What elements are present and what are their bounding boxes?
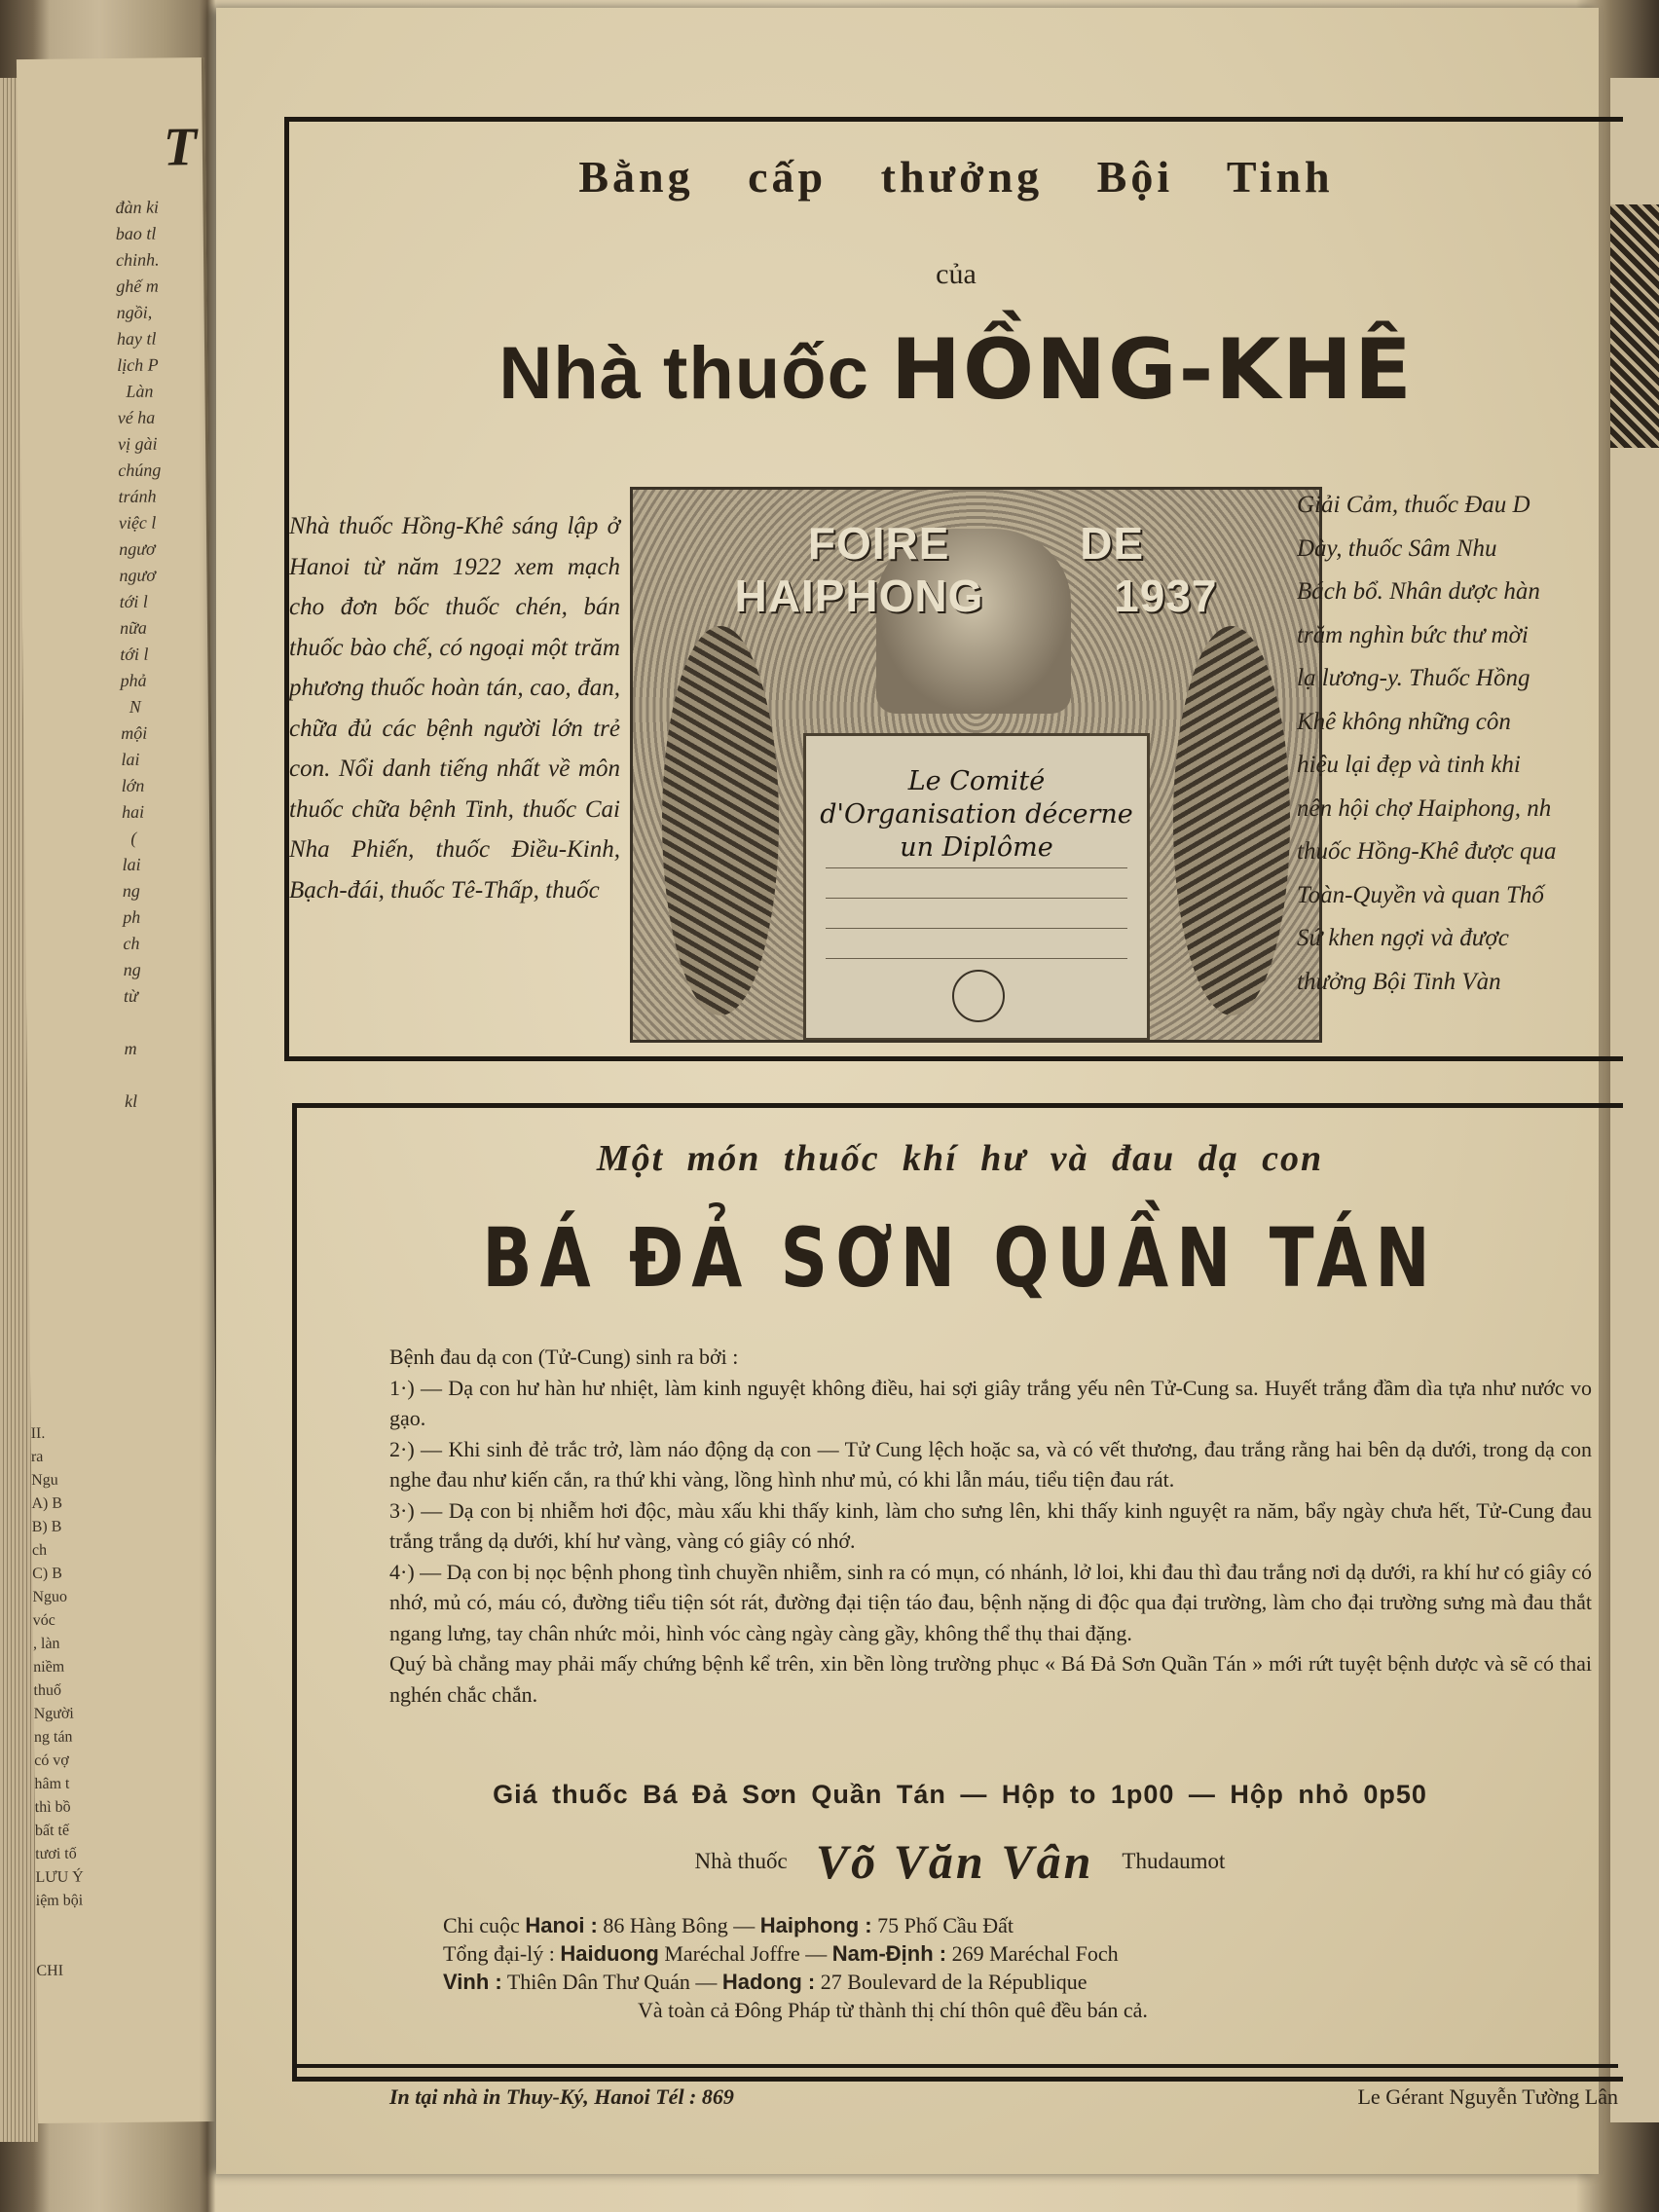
dist-address: 75 Phố Cầu Đất — [877, 1913, 1014, 1937]
dist-city: Hadong : — [721, 1970, 816, 1994]
maker-name: Võ Văn Vân — [815, 1834, 1094, 1889]
maker-place: Thudaumot — [1122, 1849, 1226, 1873]
ad-hong-khe — [284, 117, 1623, 1061]
ad2-distributors — [443, 1911, 1514, 2024]
dist-label-chi-cuoc: Chi cuộc — [443, 1913, 520, 1937]
diploma-wreath-left — [662, 626, 779, 1015]
ad1-right-column — [1297, 484, 1618, 1004]
left-page-title: T — [163, 117, 198, 178]
ad1-left-column: Nhà thuốc Hồng-Khê sáng lập ở Hanoi từ năm 1922 xem mạch cho đơn bốc thuốc chén, bán thuốc bào chế, có ngoại một trăm phương thuốc hoàn tán, cao, đan, chữa đủ các bệnh người lớn trẻ con. Nổi danh tiếng nhất về môn thuốc chữa bệnh Tinh, thuốc Cai Nha Phiến, thuốc Điều-Kinh, Bạch-đái, thuốc Tê-Thấp, thuốc — [289, 513, 620, 903]
ad2-cause-4: 4·) — Dạ con bị nọc bệnh phong tình chuyền nhiễm, sinh ra có mụn, có nhánh, lở loi, khi đau thì đau trắng nơi dạ dưới, ra khí hư có giây có nhớ, mủ có, máu có, đường tiểu tiện sót rát, đường đại tiện táo đau, bệnh nặng di độc qua đại trường, làm cho đại trường sưng mà đau thắt ngang lưng, tay chân nhức mỏi, hình vóc càng ngày càng gầy, không thể thụ thai đặng. — [389, 1559, 1592, 1645]
dist-line-1 — [443, 1911, 1514, 1939]
dist-city: Hanoi : — [525, 1913, 598, 1937]
ad2-product-name: BÁ ĐẢ SƠN QUẦN TÁN — [482, 1210, 1438, 1306]
bottom-rule — [292, 2064, 1618, 2068]
diploma-seal — [952, 970, 1005, 1022]
ad2-cause-1: 1·) — Dạ con hư hàn hư nhiệt, làm kinh nguyệt không điều, hai sợi giây trắng yếu nên Tử-Cung sa. Huyết trắng đầm dìa tựa như nước vo gạo. — [389, 1375, 1592, 1430]
diploma-card-text: Le Comité d'Organisation décerne un Diplôme — [820, 766, 1133, 863]
dist-address: Maréchal Joffre — — [664, 1941, 828, 1966]
ad2-closing: Quý bà chẳng may phải mấy chứng bệnh kể trên, xin bền lòng trường phục « Bá Đả Sơn Quần Tán » mới rứt tuyệt bệnh dược và sẽ có thai nghén chắc chắn. — [389, 1651, 1592, 1707]
dist-line-4: Và toàn cả Đông Pháp từ thành thị chí thôn quê đều bán cả. — [638, 1998, 1148, 2022]
dist-line-3 — [443, 1968, 1514, 1996]
ad2-maker — [297, 1833, 1623, 1890]
left-page-text-lower: II. ra Ngu A) B B) B ch C) B Nguo vóc , làn niềm thuố Người ng tán có vợ hâm t thì bồ bất tế tươi tố LƯU Ý iệm bội CHI — [30, 1424, 84, 1979]
ad2-price: Giá thuốc Bá Đả Sơn Quần Tán — Hộp to 1p00 — Hộp nhỏ 0p50 — [493, 1780, 1427, 1809]
ad2-cause-2: 2·) — Khi sinh đẻ trắc trở, làm náo động dạ con — Tử Cung lệch hoặc sa, và có vết thương, đau trắng rằng hai bên dạ dưới, trong dạ con nghe đau như kiến cắn, ra thứ khi vàng, lồng hình như mủ, có khi lẫn máu, tiểu tiện đau rát. — [389, 1436, 1592, 1492]
dist-address: 269 Maréchal Foch — [951, 1941, 1119, 1966]
left-page-text: đàn ki bao tl chinh. ghế m ngồi, hay tl lịch P Làn vé ha vị gài chúng tránh việc l ngươ ngươ tới l nữa tới l phả N mội lai lớn hai ( lai ng ph ch ng từ m kl — [115, 197, 162, 1111]
ad1-title-prefix: Nhà thuốc — [498, 332, 869, 415]
ad2-cause-3: 3·) — Dạ con bị nhiễm hơi độc, màu xấu khi thấy kinh, làm cho sưng lên, khi thấy kinh nguyệt ra năm, bẩy ngày chưa hết, Tử-Cung đau trắng trắng dạ dưới, khí hư vàng, vàng có giây có nhớ. — [389, 1497, 1592, 1553]
dist-address: Thiên Dân Thư Quán — — [506, 1970, 718, 1994]
ad2-subtitle: Một món thuốc khí hư và đau dạ con — [596, 1138, 1324, 1179]
diploma-photo — [630, 487, 1322, 1043]
dist-city: Haiphong : — [759, 1913, 872, 1937]
dist-city: Nam-Định : — [831, 1941, 947, 1966]
ad2-body — [389, 1342, 1592, 1710]
footer-printer: In tại nhà in Thuy-Ký, Hanoi Tél : 869 — [389, 2084, 734, 2109]
ad1-title-brand: HỒNG-KHÊ — [890, 321, 1414, 419]
dist-city: Haiduong — [560, 1941, 659, 1966]
diploma-header: FOIRE DE HAIPHONG 1937 — [734, 518, 1218, 621]
diploma-card — [803, 733, 1150, 1041]
dist-address: 86 Hàng Bông — — [603, 1913, 756, 1937]
diploma-wreath-right — [1173, 626, 1290, 1015]
ad1-right-text: Giải Cảm, thuốc Đau D Dày, thuốc Sâm Nhu Bách bổ. Nhân dược hàn trăm nghìn bức thư mời lạ lương-y. Thuốc Hồng Khê không những côn hiệu lại đẹp và tinh khi nên hội chợ Haiphong, nh thuốc Hồng-Khê được qua Toàn-Quyền và quan Thố Sứ khen ngợi và được thưởng Bội Tinh Vàn — [1297, 492, 1557, 995]
dist-address: 27 Boulevard de la République — [820, 1970, 1088, 1994]
dist-label-tong-dai-ly: Tổng đại-lý : — [443, 1941, 555, 1966]
dist-line-2 — [443, 1939, 1514, 1968]
ad1-of: của — [936, 258, 977, 290]
maker-prefix: Nhà thuốc — [694, 1849, 788, 1873]
diploma-handwriting — [826, 838, 1127, 959]
ad-ba-da-son — [292, 1103, 1623, 2082]
newspaper-page — [216, 8, 1618, 2174]
ad1-title — [289, 321, 1623, 419]
ad1-heading: Bằng cấp thưởng Bội Tinh — [578, 152, 1334, 202]
footer-gerant: Le Gérant Nguyễn Tường Lân — [1357, 2084, 1618, 2109]
dist-city: Vinh : — [443, 1970, 502, 1994]
left-page — [17, 57, 226, 2123]
ad2-intro: Bệnh đau dạ con (Tử-Cung) sinh ra bởi : — [389, 1345, 739, 1369]
